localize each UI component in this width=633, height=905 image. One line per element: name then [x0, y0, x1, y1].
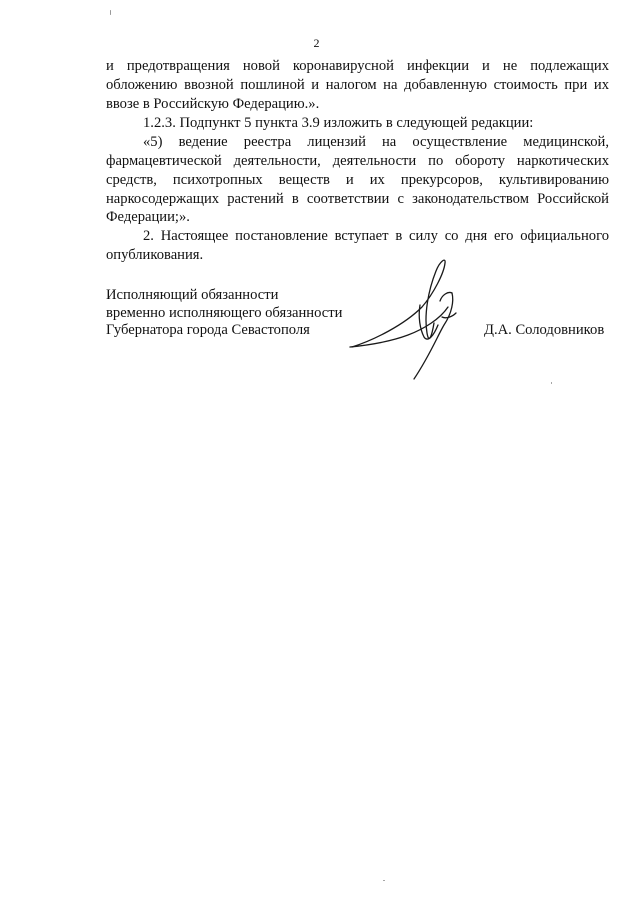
- page-number: 2: [313, 36, 320, 50]
- scan-artifact: [110, 10, 111, 15]
- handwritten-signature: [344, 255, 474, 385]
- text-line: 1.2.3. Подпункт 5 пункта 3.9 изложить в следующей редакции:: [143, 115, 534, 131]
- text-line: «5) ведение реестра лицензий на осуществление медицинской,: [143, 134, 609, 150]
- signatory-title-line: Губернатора города Севастополя: [106, 322, 310, 338]
- text-line: Федерации;».: [106, 209, 190, 225]
- signatory-name: Д.А. Солодовников: [484, 322, 605, 338]
- signatory-title-line: Исполняющий обязанности: [106, 287, 279, 303]
- text-line: фармацевтической деятельности, деятельности по обороту наркотических: [106, 153, 609, 169]
- text-line: опубликования.: [106, 247, 204, 263]
- text-line: и предотвращения новой коронавирусной инфекции и не подлежащих: [106, 58, 609, 74]
- text-line: средств, психотропных веществ и их прекурсоров, культивированию: [106, 172, 609, 188]
- text-line: ввозе в Российскую Федерацию.».: [106, 96, 320, 112]
- scan-artifact: [551, 382, 552, 384]
- signatory-title-line: временно исполняющего обязанности: [106, 305, 343, 321]
- text-line: 2. Настоящее постановление вступает в силу со дня его официального: [143, 228, 609, 244]
- scan-artifact: [383, 880, 385, 881]
- text-line: наркосодержащих растений в соответствии с законодательством Российской: [106, 191, 609, 207]
- text-line: обложению ввозной пошлиной и налогом на добавленную стоимость при их: [106, 77, 609, 93]
